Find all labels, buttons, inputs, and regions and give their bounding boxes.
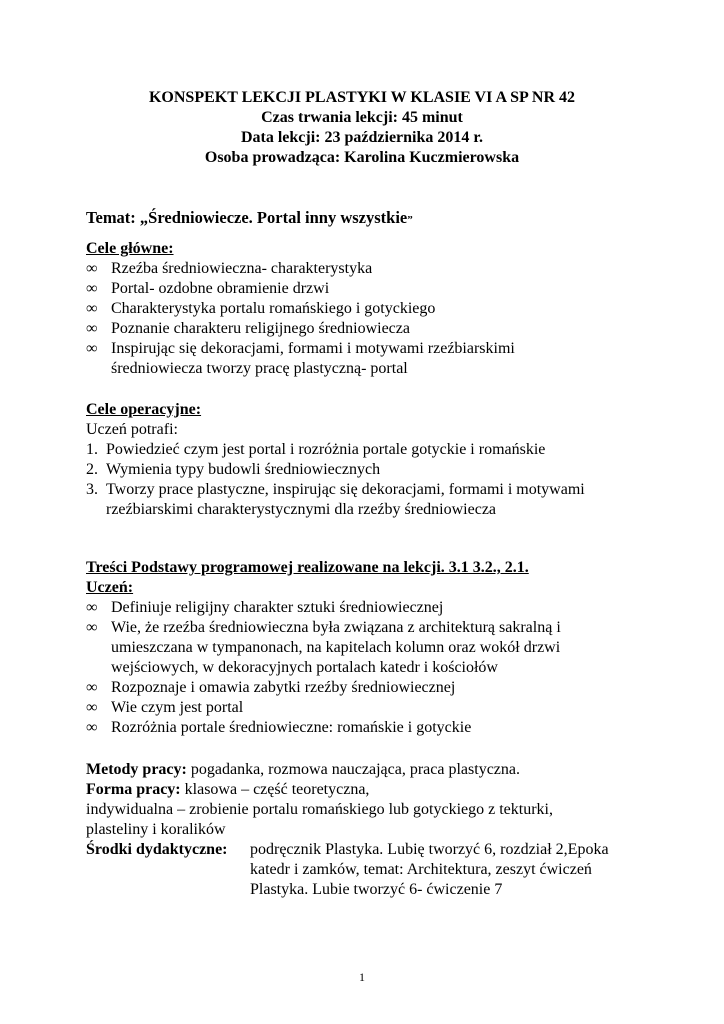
bullet-symbol: ∞ xyxy=(86,260,98,277)
methods-section xyxy=(86,760,646,900)
header-date: Data lekcji: 23 października 2014 r. xyxy=(240,129,484,146)
main-goals-title: Cele główne: xyxy=(86,240,174,257)
curriculum-section xyxy=(86,558,646,738)
list-item: 1. Powiedzieć czym jest portal i rozróżnia portale gotyckie i romańskie xyxy=(86,441,546,458)
curriculum-list xyxy=(86,598,646,738)
methods-label: Metody pracy: xyxy=(86,761,187,778)
list-item: ∞ Rzeźba średniowieczna- charakterystyka xyxy=(86,260,373,277)
header-title: KONSPEKT LEKCJI PLASTYKI W KLASIE VI A SP NR 42 xyxy=(148,89,576,106)
operational-goals-section xyxy=(86,400,646,520)
topic-text: Temat: „Średniowiecze. Portal inny wszystkie xyxy=(86,208,408,227)
form-label: Forma pracy: xyxy=(86,781,181,798)
operational-goals-title: Cele operacyjne: xyxy=(86,401,202,418)
list-item: ∞ Wie, że rzeźba średniowieczna była związana z architekturą sakralną i umieszczana w tympanonach, na kapitelach kolumn oraz wokół drzwi wejściowych, w dekoracyjnych portalach katedr i kościołów xyxy=(86,619,561,676)
form-text: klasowa – część teoretyczna, xyxy=(180,781,370,798)
bullet-symbol: ∞ xyxy=(86,320,98,337)
list-item: 3. Tworzy prace plastyczne, inspirując się dekoracjami, formami i motywami rzeźbiarskimi charakterystycznymi dla rzeźby średniowiecza xyxy=(86,481,585,518)
page-number: 1 xyxy=(359,970,365,984)
form-line-3: plasteliny i koralików xyxy=(86,821,226,838)
form-line xyxy=(86,780,646,800)
bullet-symbol: ∞ xyxy=(86,599,98,616)
list-item: ∞ Inspirując się dekoracjami, formami i motywami rzeźbiarskimi średniowiecza tworzy pracę plastyczną- portal xyxy=(86,340,515,377)
means-label: Środki dydaktyczne: xyxy=(86,841,228,858)
main-goals-list xyxy=(86,259,646,379)
bullet-symbol: ∞ xyxy=(86,340,98,357)
bullet-symbol: ∞ xyxy=(86,699,98,716)
header-teacher: Osoba prowadząca: Karolina Kuczmierowska xyxy=(204,149,520,166)
document-header xyxy=(0,88,724,168)
list-item: ∞ Wie czym jest portal xyxy=(86,699,244,716)
topic-close-quote: ” xyxy=(407,214,413,226)
lesson-topic xyxy=(86,208,646,230)
list-item: ∞ Rozpoznaje i omawia zabytki rzeźby średniowiecznej xyxy=(86,679,456,696)
bullet-symbol: ∞ xyxy=(86,719,98,736)
methods-text: pogadanka, rozmowa nauczająca, praca plastyczna. xyxy=(186,761,521,778)
bullet-symbol: ∞ xyxy=(86,280,98,297)
operational-goals-list xyxy=(86,440,646,520)
curriculum-subtitle: Uczeń: xyxy=(86,579,134,596)
list-item: ∞ Definiuje religijny charakter sztuki średniowiecznej xyxy=(86,599,444,616)
operational-goals-intro: Uczeń potrafi: xyxy=(86,421,178,438)
list-item: ∞ Poznanie charakteru religijnego średniowiecza xyxy=(86,320,410,337)
list-item: ∞ Rozróżnia portale średniowieczne: romańskie i gotyckie xyxy=(86,719,472,736)
means-row xyxy=(86,840,646,900)
methods-line xyxy=(86,760,646,780)
bullet-symbol: ∞ xyxy=(86,619,98,636)
list-item: ∞ Portal- ozdobne obramienie drzwi xyxy=(86,280,330,297)
header-duration: Czas trwania lekcji: 45 minut xyxy=(261,109,463,126)
form-line-2: indywidualna – zrobienie portalu romańskiego lub gotyckiego z tekturki, xyxy=(86,801,553,818)
main-goals-section xyxy=(86,239,646,379)
bullet-symbol: ∞ xyxy=(86,679,98,696)
list-item: ∞ Charakterystyka portalu romańskiego i gotyckiego xyxy=(86,300,436,317)
list-item: 2. Wymienia typy budowli średniowiecznych xyxy=(86,461,381,478)
curriculum-title: Treści Podstawy programowej realizowane na lekcji. 3.1 3.2., 2.1. xyxy=(86,559,529,576)
means-text: podręcznik Plastyka. Lubię tworzyć 6, rozdział 2,Epoka katedr i zamków, temat: Architektura, zeszyt ćwiczeń Plastyka. Lubie tworzyć 6- ćwiczenie 7 xyxy=(250,841,609,898)
bullet-symbol: ∞ xyxy=(86,300,98,317)
